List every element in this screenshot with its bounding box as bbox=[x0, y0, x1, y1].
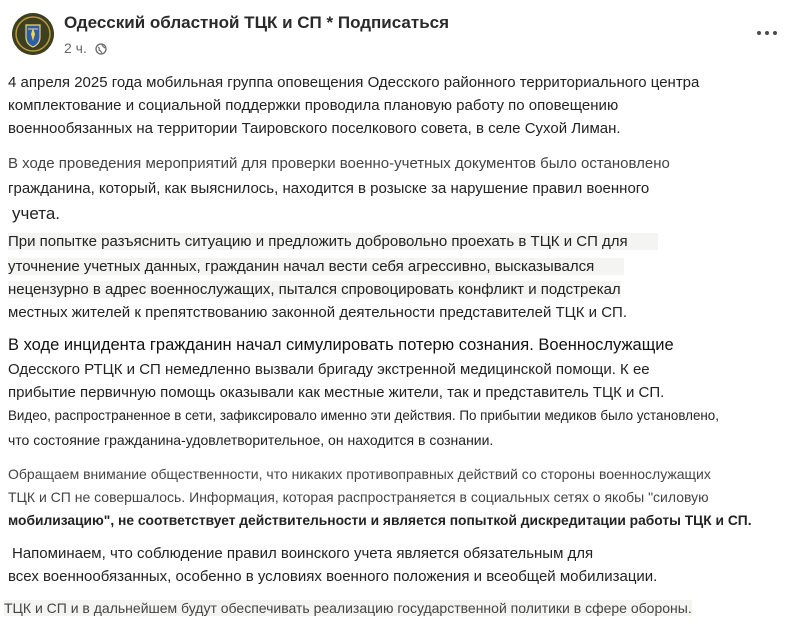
paragraph-6-line-2: всех военнообязанных, особенно в условиях военного положения и всеобщей мобилизации. bbox=[8, 568, 658, 585]
paragraph-2-line-2: гражданина, который, как выяснилось, находится в розыске за нарушение правил военного bbox=[8, 180, 650, 197]
paragraph-4-line-3: прибытие первичную помощь оказывали как местные жители, так и представитель ТЦК и СП. bbox=[8, 384, 665, 401]
paragraph-3-line-3: нецензурно в адрес военнослужащих, пытался спровоцировать конфликт и подстрекал bbox=[8, 281, 621, 298]
title-separator: * bbox=[326, 13, 334, 32]
paragraph-4-line-4: Видео, распространенное в сети, зафиксировало именно эти действия. По прибытии медиков было установлено, bbox=[8, 408, 719, 423]
paragraph-5-line-3: мобилизацию", не соответствует действительности и является попыткой дискредитации работы ТЦК и СП. bbox=[8, 513, 752, 528]
paragraph-6-line-1: Напоминаем, что соблюдение правил воинского учета является обязательным для bbox=[12, 545, 594, 562]
paragraph-3-line-1: При попытке разъяснить ситуацию и предложить добровольно проехать в ТЦК и СП для bbox=[8, 233, 658, 250]
paragraph-3-line-4: местных жителей к препятствованию законной деятельности представителей ТЦК и СП. bbox=[8, 304, 627, 321]
post-timestamp[interactable]: 2 ч. bbox=[64, 40, 87, 56]
paragraph-7-line-1: ТЦК и СП и в дальнейшем будут обеспечивать реализацию государственной политики в сфере обороны. bbox=[4, 600, 692, 616]
paragraph-4-line-2: Одесского РТЦК и СП немедленно вызвали бригаду экстренной медицинской помощи. К ее bbox=[8, 361, 650, 378]
paragraph-1-line-1: 4 апреля 2025 года мобильная группа оповещения Одесского районного территориального центра bbox=[8, 74, 700, 91]
paragraph-1-line-3: военнообязанных на территории Таировского поселкового совета, в селе Сухой Лиман. bbox=[8, 120, 621, 137]
paragraph-1-line-2: комплектование и социальной поддержки проводила плановую работу по оповещению bbox=[8, 97, 619, 114]
follow-link[interactable]: Подписаться bbox=[337, 13, 450, 32]
paragraph-5-line-1: Обращаем внимание общественности, что никаких противоправных действий со стороны военнослужащих bbox=[8, 466, 711, 482]
paragraph-4-line-5: что состояние гражданина-удовлетворительное, он находится в сознании. bbox=[8, 432, 494, 448]
page-name-link[interactable]: Одесский областной ТЦК и СП bbox=[64, 13, 322, 32]
paragraph-3-line-2: уточнение учетных данных, гражданин начал вести себя агрессивно, высказывался bbox=[8, 258, 624, 275]
paragraph-5-line-2: ТЦК и СП не совершалось. Информация, которая распространяется в социальных сетях о якобы "силовую bbox=[8, 489, 709, 505]
paragraph-2-line-1: В ходе проведения мероприятий для проверки военно-учетных документов было остановлено bbox=[8, 155, 670, 172]
paragraph-4-line-1: В ходе инцидента гражданин начал симулировать потерю сознания. Военнослужащие bbox=[8, 336, 674, 354]
paragraph-2-line-3: учета. bbox=[12, 204, 61, 223]
